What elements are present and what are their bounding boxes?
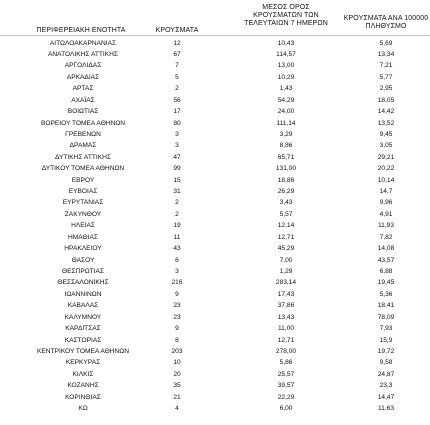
cases-cell: 3 — [175, 268, 179, 275]
per100k-cell: 7,93 — [379, 325, 393, 333]
region-cell: ΚΑΡΔΙΤΣΑΣ — [65, 325, 101, 333]
cases-cell: 23 — [173, 302, 181, 310]
avg7-cell: 3,43 — [279, 199, 293, 207]
region-cell: ΚΙΛΚΙΣ — [72, 370, 94, 378]
per100k-cell: 9,58 — [379, 359, 393, 367]
cases-cell: 80 — [173, 119, 181, 127]
region-cell: ΘΕΣΣΑΛΟΝΙΚΗΣ — [57, 279, 109, 287]
per100k-cell: 4,91 — [379, 210, 393, 218]
cases-cell: 216 — [171, 279, 183, 287]
avg7-cell: 5,86 — [279, 359, 293, 367]
avg7-cell: 25,57 — [277, 370, 295, 378]
region-cell: ΑΡΤΑΣ — [72, 85, 94, 93]
avg7-cell: 283,14 — [275, 279, 297, 287]
cases-cell: 2 — [175, 210, 179, 218]
region-cell: ΗΡΑΚΛΕΙΟΥ — [64, 245, 102, 253]
per100k-cell: 5,69 — [379, 39, 393, 47]
cases-cell: 4 — [175, 405, 179, 413]
per100k-cell: 15,9 — [379, 336, 393, 344]
avg7-cell: 54,29 — [277, 96, 295, 104]
table-row — [0, 187, 430, 197]
region-cell: ΔΥΤΙΚΟΥ ΤΟΜΕΑ ΑΘΗΝΩΝ — [41, 165, 125, 173]
cases-cell: 31 — [173, 188, 181, 196]
avg7-cell: 13,00 — [277, 62, 295, 70]
per100k-cell: 9,96 — [379, 199, 393, 207]
header-divider — [0, 35, 430, 36]
avg7-cell: 65,71 — [277, 153, 295, 161]
table-row — [0, 370, 430, 380]
region-cell: ΘΑΣΟΥ — [71, 256, 95, 264]
per100k-cell: 78,09 — [377, 313, 395, 321]
per100k-cell: 7,82 — [379, 233, 393, 241]
avg7-cell: 5,57 — [279, 210, 293, 218]
cases-cell: 43 — [173, 245, 181, 253]
cases-cell: 99 — [173, 165, 181, 173]
header-cases: ΚΡΟΥΣΜΑΤΑ — [155, 27, 199, 34]
avg7-cell: 45,29 — [277, 245, 295, 253]
cases-cell: 56 — [173, 96, 181, 104]
region-cell: ΗΛΕΙΑΣ — [71, 222, 95, 230]
header-avg7-line2: ΚΡΟΥΣΜΑΤΩΝ ΤΩΝ — [253, 12, 319, 19]
per100k-cell: 19,72 — [377, 347, 395, 355]
cases-cell: 20 — [173, 370, 181, 378]
table-row — [0, 393, 430, 403]
table-row — [0, 164, 430, 174]
cases-cell: 9 — [175, 325, 179, 333]
header-avg7-line3: ΤΕΛΕΥΤΑΙΩΝ 7 ΗΜΕΡΩΝ — [244, 20, 328, 27]
table-row — [0, 39, 430, 49]
region-cell: ΚΟΡΙΝΘΙΑΣ — [65, 393, 101, 401]
avg7-cell: 278,00 — [275, 347, 297, 355]
cases-cell: 21 — [173, 393, 181, 401]
cases-cell: 67 — [173, 51, 181, 59]
avg7-cell: 6,00 — [279, 405, 293, 413]
table-row — [0, 347, 430, 357]
table-row — [0, 404, 430, 414]
cases-cell: 12 — [173, 39, 181, 47]
cases-cell: 10 — [173, 359, 181, 367]
per100k-cell: 11,63 — [377, 405, 394, 413]
cases-cell: 5 — [175, 73, 179, 81]
cases-cell: 3 — [175, 142, 179, 150]
avg7-cell: 114,57 — [276, 51, 296, 59]
table-row — [0, 198, 430, 208]
avg7-cell: 39,57 — [277, 382, 295, 390]
avg7-cell: 22,29 — [277, 393, 295, 401]
region-cell: ΑΡΓΟΛΙΔΑΣ — [64, 62, 102, 70]
per100k-cell: 24,87 — [377, 370, 395, 378]
table-row — [0, 290, 430, 300]
table-row — [0, 84, 430, 94]
region-cell: ΚΑΣΤΟΡΙΑΣ — [64, 336, 102, 344]
per100k-cell: 14,7 — [379, 188, 393, 196]
cases-cell: 11 — [173, 233, 181, 241]
table-row — [0, 221, 430, 231]
per100k-cell: 14,47 — [377, 393, 395, 401]
avg7-cell: 8,86 — [279, 142, 293, 150]
per100k-cell: 20,22 — [377, 165, 395, 173]
per100k-cell: 11,93 — [377, 222, 394, 230]
table-row — [0, 244, 430, 254]
per100k-cell: 43,57 — [377, 256, 395, 264]
per100k-cell: 9,45 — [379, 130, 393, 138]
region-cell: ΒΟΙΩΤΙΑΣ — [67, 108, 99, 116]
avg7-cell: 111,14 — [276, 119, 296, 127]
region-cell: ΑΡΚΑΔΙΑΣ — [66, 73, 100, 81]
avg7-cell: 13,43 — [277, 313, 295, 321]
header-per100k-line2: ΠΛΗΘΥΣΜΟ — [365, 23, 407, 30]
region-cell: ΚΩ — [78, 405, 88, 413]
cases-cell: 3 — [175, 130, 179, 138]
per100k-cell: 2,95 — [379, 85, 393, 93]
table-row — [0, 336, 430, 346]
cases-cell: 8 — [175, 336, 179, 344]
region-cell: ΚΟΖΑΝΗΣ — [67, 382, 99, 390]
avg7-cell: 12,71 — [277, 233, 295, 241]
table-row — [0, 313, 430, 323]
cases-cell: 47 — [173, 153, 181, 161]
region-cell: ΚΕΡΚΥΡΑΣ — [65, 359, 101, 367]
avg7-cell: 12,71 — [277, 336, 295, 344]
per100k-cell: 18,41 — [377, 302, 395, 310]
table-row — [0, 119, 430, 129]
region-cell: ΙΩΑΝΝΙΝΩΝ — [64, 290, 102, 298]
region-cell: ΚΑΒΑΛΑΣ — [67, 302, 99, 310]
per100k-cell: 19,45 — [377, 279, 395, 287]
avg7-cell: 10,29 — [277, 73, 295, 81]
table-row — [0, 153, 430, 163]
per100k-cell: 23,3 — [379, 382, 393, 390]
avg7-cell: 12,14 — [277, 222, 295, 230]
avg7-cell: 18,86 — [277, 176, 295, 184]
cases-cell: 35 — [173, 382, 181, 390]
avg7-cell: 1,43 — [279, 85, 293, 93]
avg7-cell: 24,00 — [277, 108, 295, 116]
table-row — [0, 50, 430, 60]
table-row — [0, 176, 430, 186]
per100k-cell: 7,21 — [379, 62, 393, 70]
table-row — [0, 210, 430, 220]
cases-cell: 19 — [173, 222, 181, 230]
region-cell: ΔΡΑΜΑΣ — [69, 142, 97, 150]
avg7-cell: 10,43 — [277, 39, 295, 47]
table-row — [0, 358, 430, 368]
header-avg7-line1: ΜΕΣΟΣ ΟΡΟΣ — [262, 4, 310, 11]
avg7-cell: 26,29 — [277, 188, 295, 196]
per100k-cell: 14,08 — [377, 245, 395, 253]
region-cell: ΚΕΝΤΡΙΚΟΥ ΤΟΜΕΑ ΑΘΗΝΩΝ — [37, 347, 129, 355]
cases-cell: 7 — [175, 62, 179, 70]
per100k-cell: 18,05 — [377, 96, 395, 104]
per100k-cell: 10,14 — [377, 176, 395, 184]
region-cell: ΑΝΑΤΟΛΙΚΗΣ ΑΤΤΙΚΗΣ — [48, 51, 118, 59]
table-row — [0, 381, 430, 391]
region-cell: ΕΒΡΟΥ — [71, 176, 95, 184]
per100k-cell: 29,21 — [377, 153, 395, 161]
avg7-cell: 3,29 — [279, 130, 293, 138]
region-cell: ΘΕΣΠΡΩΤΙΑΣ — [61, 268, 105, 275]
per100k-cell: 6,88 — [379, 268, 393, 275]
per100k-cell: 13,34 — [377, 51, 395, 59]
table-row — [0, 324, 430, 334]
table-row — [0, 233, 430, 243]
region-cell: ΒΟΡΕΙΟΥ ΤΟΜΕΑ ΑΘΗΝΩΝ — [40, 119, 126, 127]
avg7-cell: 17,43 — [277, 290, 295, 298]
per100k-cell: 5,77 — [379, 73, 393, 81]
region-cell: ΑΧΑΪΑΣ — [71, 96, 95, 104]
avg7-cell: 1,29 — [279, 268, 293, 275]
cases-cell: 23 — [173, 313, 181, 321]
table-row — [0, 107, 430, 117]
per100k-cell: 5,36 — [379, 290, 393, 298]
region-cell: ΕΥΒΟΙΑΣ — [68, 188, 98, 196]
table-row — [0, 267, 430, 277]
table-row — [0, 301, 430, 311]
table-header — [0, 0, 430, 36]
cases-cell: 15 — [173, 176, 181, 184]
header-per100k-line1: ΚΡΟΥΣΜΑΤΑ ΑΝΑ 100000 — [343, 15, 429, 22]
per100k-cell: 13,52 — [377, 119, 395, 127]
region-cell: ΕΥΡΥΤΑΝΙΑΣ — [62, 199, 104, 207]
cases-cell: 17 — [173, 108, 181, 116]
table-row — [0, 141, 430, 151]
region-cell: ΗΜΑΘΙΑΣ — [68, 233, 98, 241]
table-row — [0, 130, 430, 140]
region-cell: ΖΑΚΥΝΘΟΥ — [64, 210, 102, 218]
table-row — [0, 73, 430, 83]
avg7-cell: 11,00 — [277, 325, 294, 333]
region-cell: ΔΥΤΙΚΗΣ ΑΤΤΙΚΗΣ — [55, 153, 111, 161]
header-region: ΠΕΡΙΦΕΡΕΙΑΚΗ ΕΝΟΤΗΤΑ — [36, 27, 126, 34]
cases-cell: 2 — [175, 199, 179, 207]
table-row — [0, 61, 430, 71]
table-row — [0, 96, 430, 106]
avg7-cell: 7,00 — [279, 256, 293, 264]
per100k-cell: 14,42 — [377, 108, 395, 116]
cases-cell: 9 — [175, 290, 179, 298]
cases-cell: 2 — [175, 85, 179, 93]
avg7-cell: 131,00 — [275, 165, 297, 173]
table-row — [0, 278, 430, 288]
cases-cell: 203 — [171, 347, 183, 355]
per100k-cell: 3,05 — [379, 142, 393, 150]
region-cell: ΓΡΕΒΕΝΩΝ — [65, 130, 101, 138]
table-row — [0, 256, 430, 266]
region-cell: ΑΙΤΩΛΟΑΚΑΡΝΑΝΙΑΣ — [49, 39, 117, 47]
region-cell: ΚΑΛΥΜΝΟΥ — [64, 313, 102, 321]
cases-cell: 6 — [175, 256, 179, 264]
avg7-cell: 37,86 — [277, 302, 295, 310]
